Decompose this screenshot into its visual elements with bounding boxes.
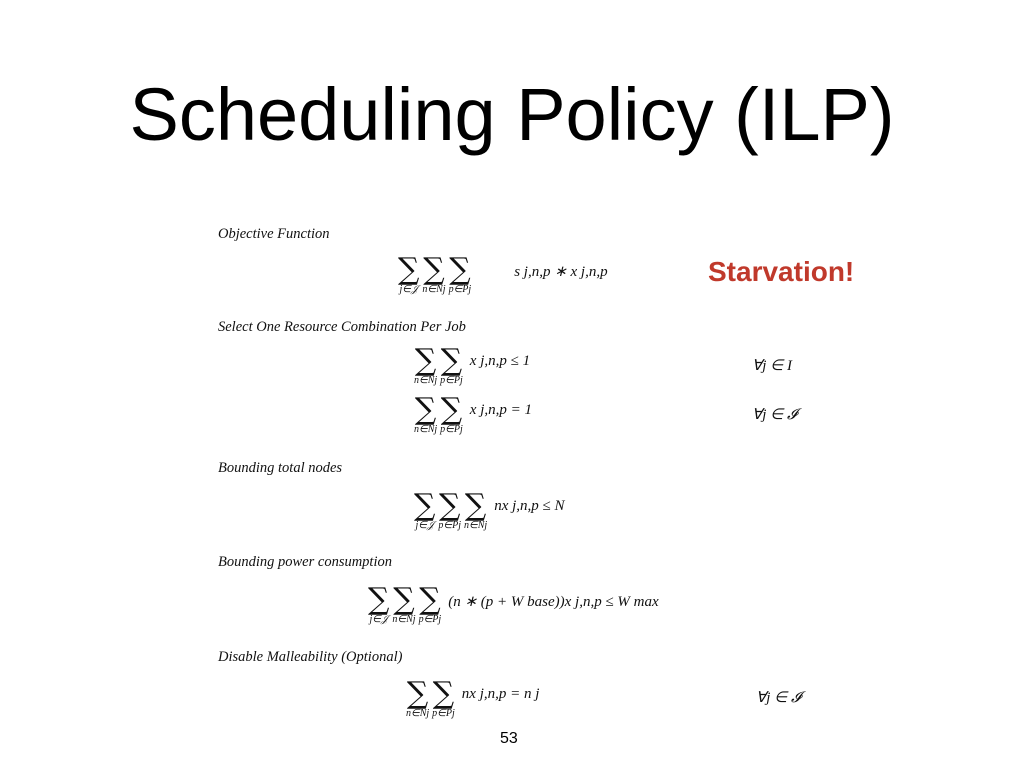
nodes-label: Bounding total nodes bbox=[218, 460, 343, 476]
sum-symbol: ∑ j∈𝒥 bbox=[398, 252, 420, 295]
nodes-equation bbox=[414, 488, 565, 531]
objective-expression: s j,n,p ∗ x j,n,p bbox=[514, 264, 608, 280]
nodes-expression: nx j,n,p ≤ N bbox=[494, 498, 565, 514]
sum-symbol: ∑ p∈Pj bbox=[432, 676, 455, 719]
quantifier-1: ∀j ∈ I bbox=[752, 358, 792, 374]
one-resource-label: Select One Resource Combination Per Job bbox=[218, 319, 466, 335]
sum-symbol: ∑ p∈Pj bbox=[440, 392, 463, 435]
sum-symbol: ∑ p∈Pj bbox=[440, 343, 463, 386]
objective-equation bbox=[398, 252, 608, 295]
sum-symbol: ∑ n∈Nj bbox=[422, 252, 446, 295]
quantifier-3: ∀j ∈ 𝓘 bbox=[756, 690, 802, 706]
sum-symbol: ∑ n∈Nj bbox=[414, 343, 438, 386]
one-resource-expression-2: x j,n,p = 1 bbox=[469, 402, 532, 418]
one-resource-equation-2 bbox=[414, 392, 532, 435]
sum-symbol: ∑ n∈Nj bbox=[414, 392, 438, 435]
power-equation bbox=[368, 582, 659, 625]
one-resource-expression-1: x j,n,p ≤ 1 bbox=[469, 353, 531, 369]
power-label: Bounding power consumption bbox=[218, 554, 392, 570]
quantifier-2: ∀j ∈ 𝓘 bbox=[752, 407, 798, 423]
one-resource-equation-1 bbox=[414, 343, 531, 386]
malleability-label: Disable Malleability (Optional) bbox=[218, 649, 403, 665]
malleability-expression: nx j,n,p = n j bbox=[461, 686, 540, 702]
power-expression: (n ∗ (p + W base))x j,n,p ≤ W max bbox=[448, 594, 659, 610]
sum-symbol: ∑ n∈Nj bbox=[464, 488, 488, 531]
sum-symbol: ∑ j∈𝒥 bbox=[414, 488, 436, 531]
sum-symbol: ∑ p∈Pj bbox=[418, 582, 442, 625]
objective-label: Objective Function bbox=[218, 226, 330, 242]
sum-symbol: ∑ n∈Nj bbox=[406, 676, 430, 719]
sum-symbol: ∑ j∈𝒥 bbox=[368, 582, 390, 625]
sum-symbol: ∑ p∈Pj bbox=[438, 488, 462, 531]
slide-title: Scheduling Policy (ILP) bbox=[129, 73, 895, 156]
page-number: 53 bbox=[500, 730, 518, 747]
sum-symbol: ∑ n∈Nj bbox=[392, 582, 416, 625]
starvation-annotation: Starvation! bbox=[708, 256, 855, 287]
sum-symbol: ∑ p∈Pj bbox=[448, 252, 472, 295]
malleability-equation bbox=[406, 676, 540, 719]
